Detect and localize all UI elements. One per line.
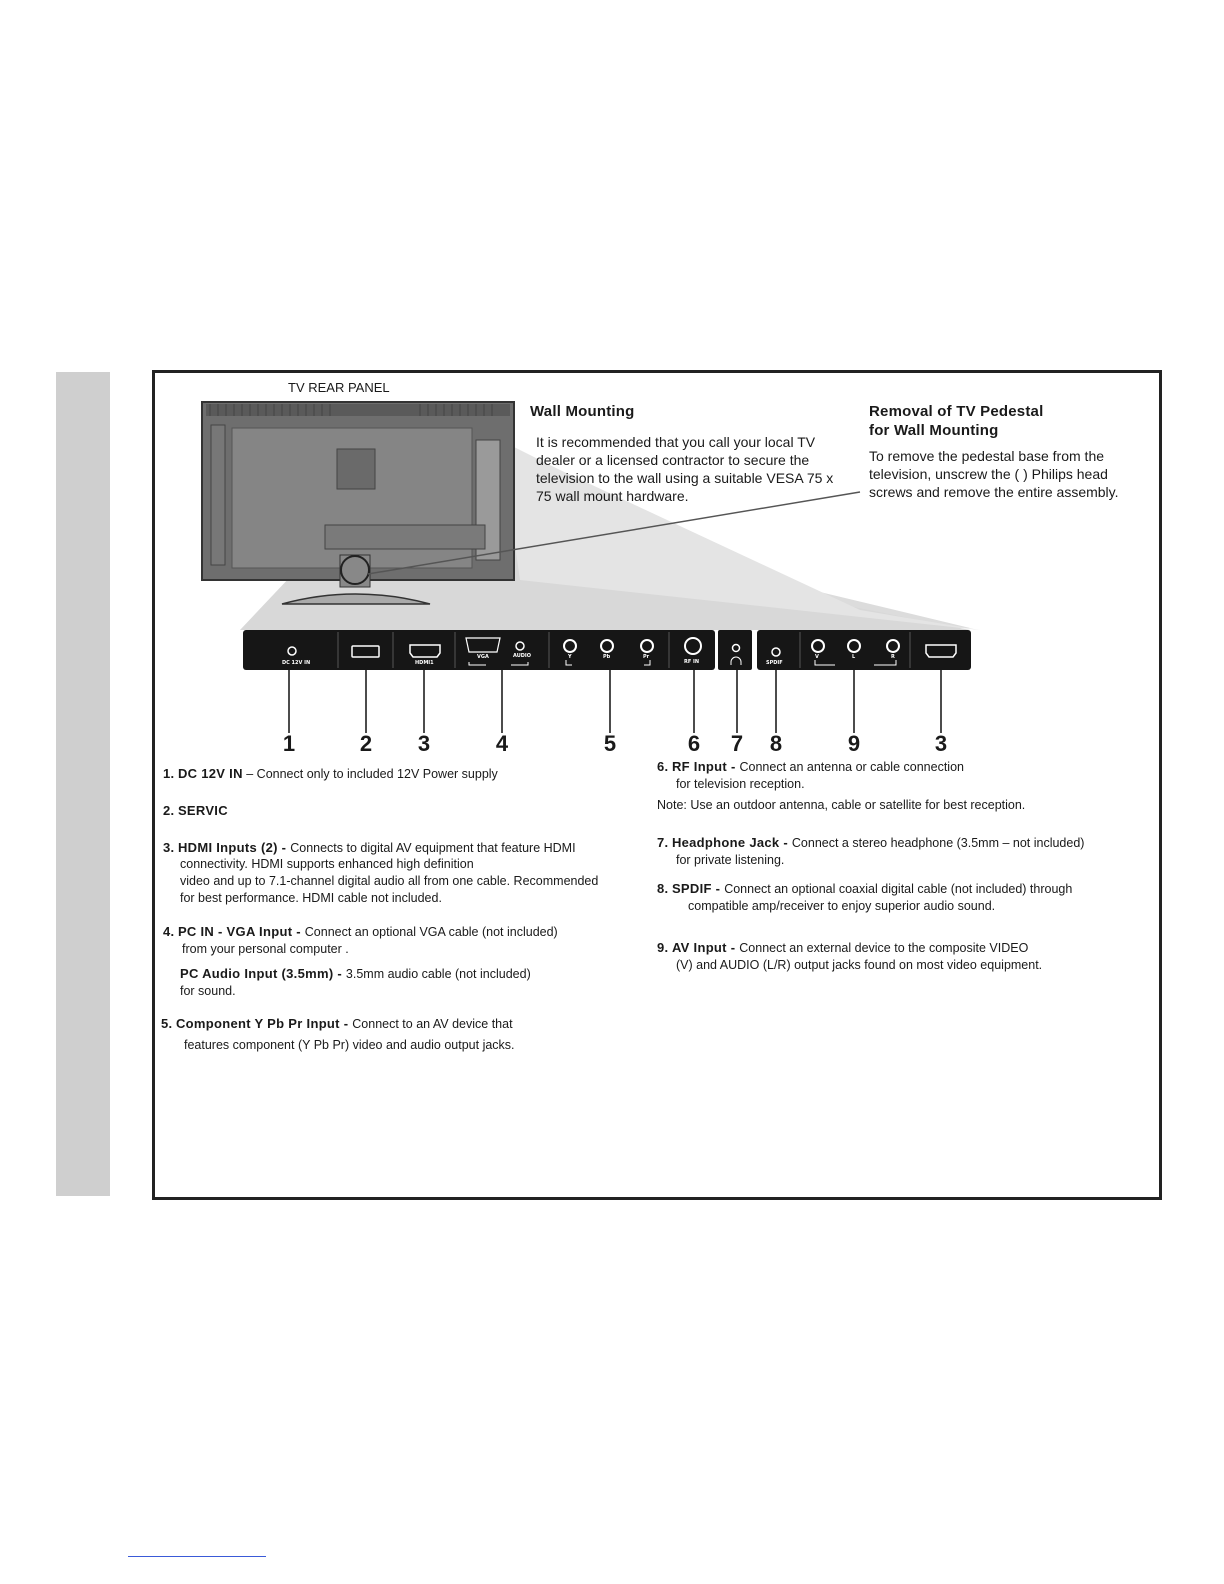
item-rf: 6. RF Input - Connect an antenna or cable connection xyxy=(657,759,964,774)
callout-number: 5 xyxy=(603,731,617,756)
callout-lines xyxy=(150,670,1160,740)
label-l: L xyxy=(852,654,856,660)
callout-number: 3 xyxy=(934,731,948,756)
lower-panel xyxy=(325,525,485,549)
item-av-line: (V) and AUDIO (L/R) output jacks found on most video equipment. xyxy=(676,958,1043,972)
item-pc-audio: PC Audio Input (3.5mm) - 3.5mm audio cable (not included) xyxy=(180,966,531,981)
item-component: 5. Component Y Pb Pr Input - Connect to an AV device that xyxy=(161,1016,513,1031)
label-pr: Pr xyxy=(643,654,650,660)
panel-label: TV REAR PANEL xyxy=(288,380,390,395)
label-dc: DC 12V IN xyxy=(282,660,311,666)
item-hdmi: 3. HDMI Inputs (2) - Connects to digital AV equipment that feature HDMI xyxy=(163,840,576,855)
callout-number: 9 xyxy=(847,731,861,756)
side-tab-bar xyxy=(56,372,110,1196)
label-r: R xyxy=(891,654,895,660)
pedestal-heading-line1: Removal of TV Pedestal xyxy=(869,403,1044,420)
connector-strip-headphone xyxy=(718,630,752,670)
connector-strip-main xyxy=(243,630,715,670)
item-hdmi-line: connectivity. HDMI supports enhanced high definition xyxy=(180,857,474,871)
item-rf-line: for television reception. xyxy=(676,777,805,791)
wall-mounting-heading: Wall Mounting xyxy=(530,403,635,420)
label-audio: AUDIO xyxy=(513,653,532,659)
item-component-line: features component (Y Pb Pr) video and audio output jacks. xyxy=(184,1038,515,1052)
item-spdif-line: compatible amp/receiver to enjoy superior audio sound. xyxy=(688,899,996,913)
label-vga: VGA xyxy=(477,654,489,660)
callout-number: 7 xyxy=(730,731,744,756)
side-buttons xyxy=(211,425,225,565)
item-av: 9. AV Input - Connect an external device to the composite VIDEO xyxy=(657,940,1029,955)
item-note: Note: Use an outdoor antenna, cable or satellite for best reception. xyxy=(657,798,1026,812)
item-vga: 4. PC IN - VGA Input - Connect an optional VGA cable (not included) xyxy=(163,924,558,939)
item-hdmi-line: for best performance. HDMI cable not included. xyxy=(180,891,442,905)
item-headphone: 7. Headphone Jack - Connect a stereo headphone (3.5mm – not included) xyxy=(657,835,1085,850)
tv-top-vent xyxy=(206,404,510,416)
vesa-plate xyxy=(337,449,375,489)
item-spdif: 8. SPDIF - Connect an optional coaxial digital cable (not included) through xyxy=(657,881,1073,896)
callout-number: 8 xyxy=(769,731,783,756)
connector-strip-right xyxy=(757,630,971,670)
label-v: V xyxy=(815,654,819,660)
callout-number: 1 xyxy=(282,731,296,756)
callout-number: 4 xyxy=(495,731,509,756)
item-headphone-line: for private listening. xyxy=(676,853,785,867)
callout-number: 6 xyxy=(687,731,701,756)
pedestal-text: To remove the pedestal base from the television, unscrew the ( ) Philips head screws and remove the entire assembly. xyxy=(869,448,1119,500)
label-hdmi: HDMI1 xyxy=(415,660,434,666)
callout-number: 2 xyxy=(359,731,373,756)
bottom-rule xyxy=(128,1556,266,1557)
callout-number: 3 xyxy=(417,731,431,756)
item-vga-line: from your personal computer . xyxy=(182,942,349,956)
item-service: 2. SERVIC xyxy=(163,803,228,818)
pedestal-heading-line2: for Wall Mounting xyxy=(869,422,999,439)
item-dc: 1. DC 12V IN – Connect only to included 12V Power supply xyxy=(163,766,498,781)
label-y: Y xyxy=(568,654,572,660)
item-hdmi-line: video and up to 7.1-channel digital audio all from one cable. Recommended xyxy=(180,874,599,888)
wall-mounting-text: It is recommended that you call your local TV dealer or a licensed contractor to secure the television to the wall using a suitable VESA 75 x 75 wall mount hardware. xyxy=(536,434,834,504)
item-pc-audio-line: for sound. xyxy=(180,984,236,998)
label-pb: Pb xyxy=(603,654,611,660)
label-spdif: SPDIF xyxy=(766,660,783,666)
label-rf: RF IN xyxy=(684,659,700,665)
